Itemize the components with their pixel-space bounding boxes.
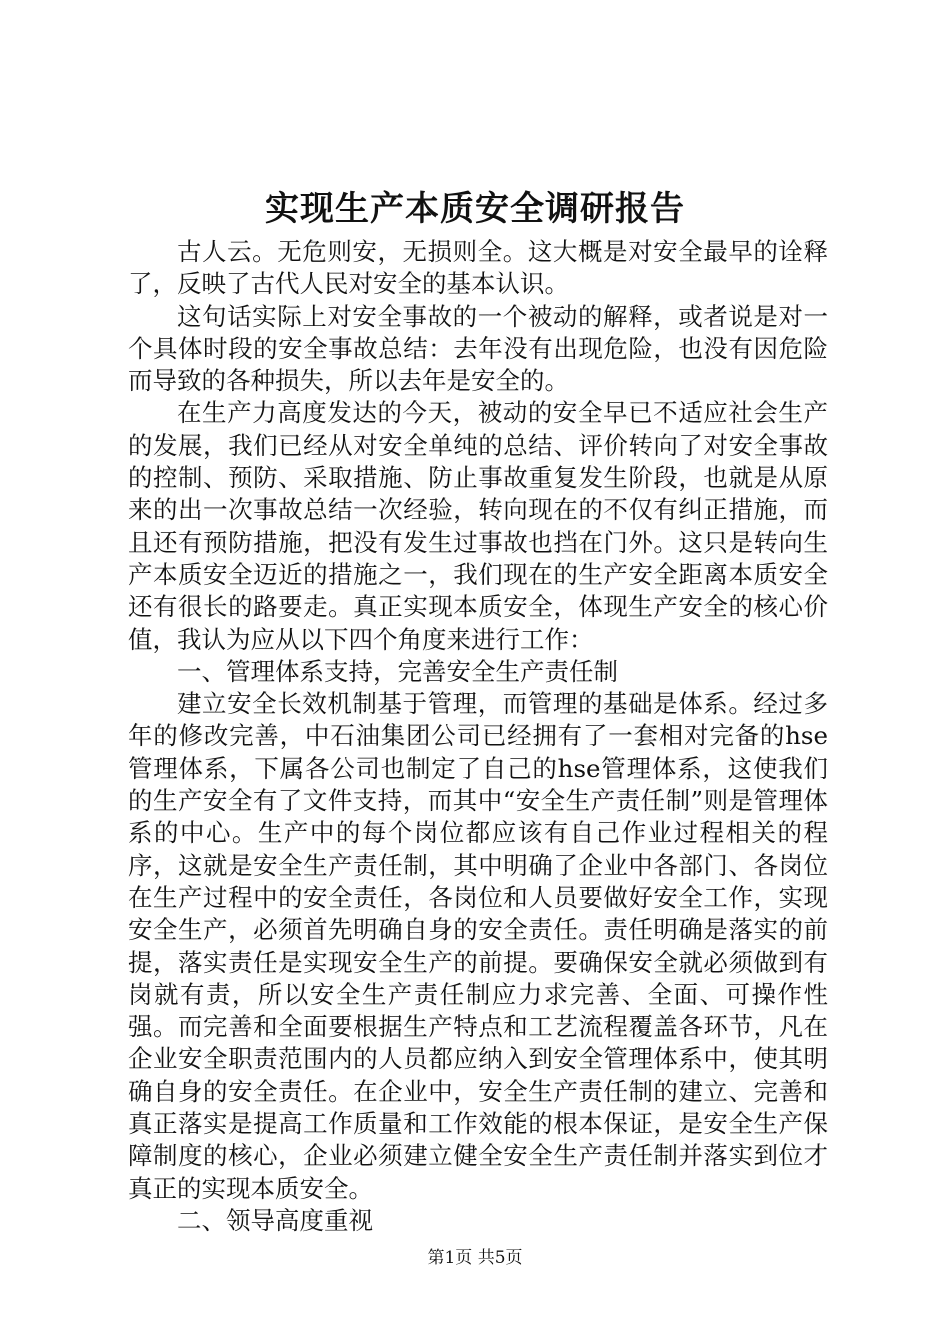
page-footer: 第1页 共5页 bbox=[427, 1248, 523, 1268]
paragraph-intro: 古人云。无危则安，无损则全。这大概是对安全最早的诠释了，反映了古代人民对安全的基本认识。 bbox=[128, 237, 828, 299]
section-heading-2: 二、领导高度重视 bbox=[177, 1205, 373, 1235]
section-heading-1: 一、管理体系支持，完善安全生产责任制 bbox=[177, 656, 618, 686]
document-body bbox=[128, 236, 828, 1237]
paragraph-management: 建立安全长效机制基于管理，而管理的基础是体系。经过多年的修改完善，中石油集团公司已经拥有了一套相对完备的hse管理体系，下属各公司也制定了自己的hse管理体系，这使我们的生产安全有了文件支持，而其中“安全生产责任制”则是管理体系的中心。生产中的每个岗位都应该有自己作业过程相关的程序，这就是安全生产责任制，其中明确了企业中各部门、各岗位在生产过程中的安全责任，各岗位和人员要做好安全工作，实现安全生产，必须首先明确自身的安全责任。责任明确是落实的前提，落实责任是实现安全生产的前提。要确保安全就必须做到有岗就有责，所以安全生产责任制应力求完善、全面、可操作性强。而完善和全面要根据生产特点和工艺流程覆盖各环节，凡在企业安全职责范围内的人员都应纳入到安全管理体系中，使其明确自身的安全责任。在企业中，安全生产责任制的建立、完善和真正落实是提高工作质量和工作效能的根本保证，是安全生产保障制度的核心，企业必须建立健全安全生产责任制并落实到位才真正的实现本质安全。 bbox=[128, 689, 828, 1203]
paragraph-development: 在生产力高度发达的今天，被动的安全早已不适应社会生产的发展，我们已经从对安全单纯的总结、评价转向了对安全事故的控制、预防、采取措施、防止事故重复发生阶段，也就是从原来的出一次事故总结一次经验，转向现在的不仅有纠正措施，而且还有预防措施，把没有发生过事故也挡在门外。这只是转向生产本质安全迈近的措施之一，我们现在的生产安全距离本质安全还有很长的路要走。真正实现本质安全，体现生产安全的核心价值，我认为应从以下四个角度来进行工作： bbox=[128, 398, 828, 654]
paragraph-explanation: 这句话实际上对安全事故的一个被动的解释，或者说是对一个具体时段的安全事故总结：去年没有出现危险，也没有因危险而导致的各种损失，所以去年是安全的。 bbox=[128, 301, 828, 396]
document-title: 实现生产本质安全调研报告 bbox=[265, 189, 685, 229]
